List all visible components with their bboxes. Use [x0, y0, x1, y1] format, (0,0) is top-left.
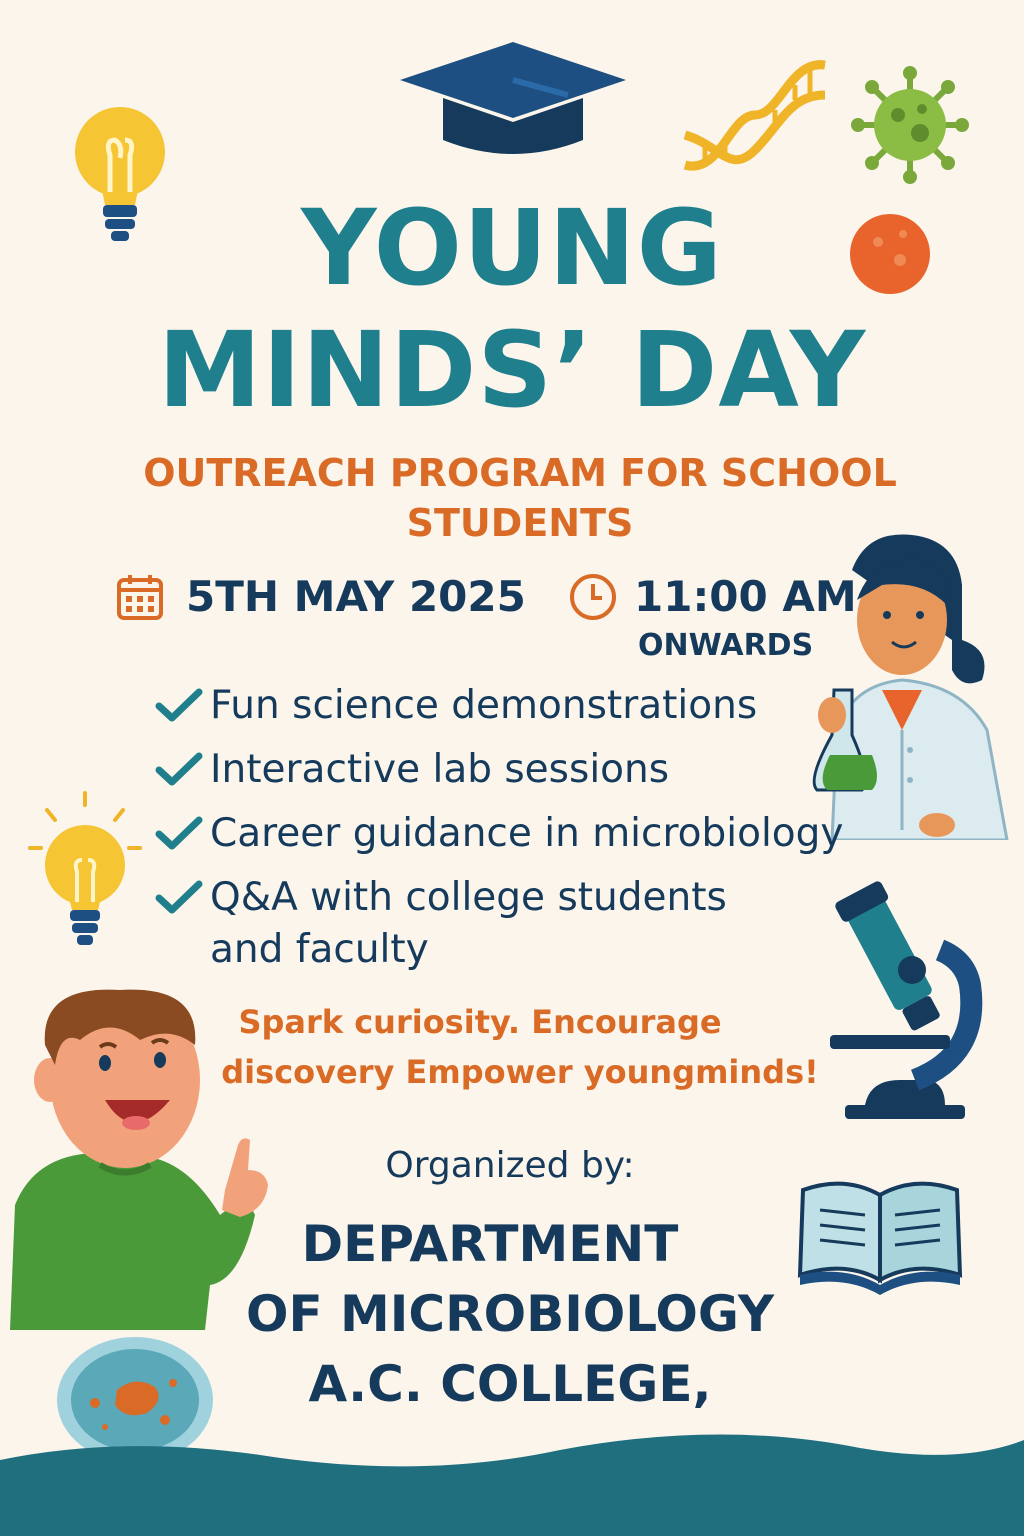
- tagline-line-2: discovery Empower youngminds!: [221, 1053, 819, 1091]
- list-item: [148, 680, 868, 732]
- organizer-line-3: A.C. COLLEGE,: [308, 1355, 712, 1413]
- event-date: 5TH MAY 2025: [186, 572, 526, 621]
- subtitle: OUTREACH PROGRAM FOR SCHOOL STUDENTS: [143, 451, 897, 545]
- tagline-line-1: Spark curiosity. Encourage: [238, 1003, 722, 1041]
- book-icon: [795, 1170, 965, 1295]
- organizer-line-1: DEPARTMENT: [301, 1215, 679, 1273]
- bottom-wave: [0, 1420, 1024, 1536]
- feature-list: [148, 680, 868, 988]
- feature-text: Career guidance in microbiology: [210, 811, 844, 856]
- check-icon: [148, 814, 210, 854]
- calendar-icon: [116, 573, 164, 621]
- microscope-icon: [820, 875, 985, 1120]
- graduation-cap-icon: [398, 40, 628, 160]
- virus-icon: [850, 65, 970, 185]
- dna-icon: [680, 55, 830, 185]
- organizer-line-2: OF MICROBIOLOGY: [245, 1285, 775, 1343]
- feature-text: Interactive lab sessions: [210, 747, 670, 792]
- list-item: [148, 808, 868, 860]
- check-icon: [148, 686, 210, 726]
- lightbulb-icon: [25, 790, 145, 955]
- feature-text: Q&A with college students and faculty: [210, 875, 727, 972]
- feature-text: Fun science demonstrations: [210, 683, 758, 728]
- title-line-2: MINDS’ DAY: [157, 309, 867, 431]
- list-item: [148, 744, 868, 796]
- event-time: 11:00 AM: [634, 572, 857, 621]
- check-icon: [148, 878, 210, 918]
- list-item: [148, 872, 868, 976]
- check-icon: [148, 750, 210, 790]
- title-line-1: YOUNG: [301, 187, 723, 309]
- organizer-label: Organized by:: [385, 1145, 635, 1186]
- clock-icon: [568, 572, 618, 622]
- event-time-suffix: ONWARDS: [638, 628, 814, 663]
